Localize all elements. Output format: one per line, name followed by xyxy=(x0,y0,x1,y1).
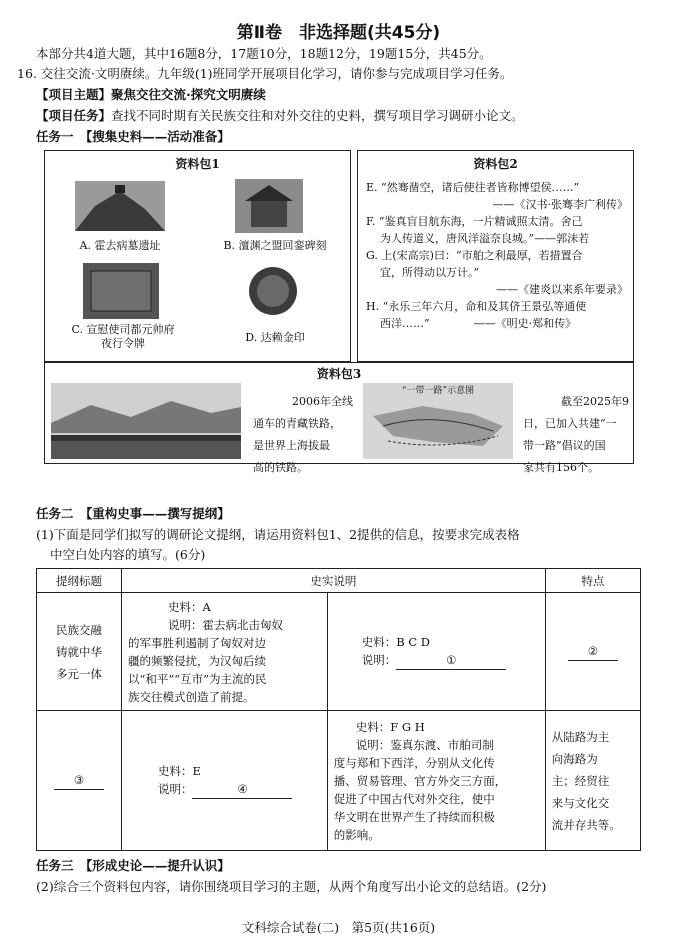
row2-right-material: 史料：F G H xyxy=(355,719,425,734)
row1-title xyxy=(37,593,122,711)
row1-left-desc-5: 族交往模式创造了前提。 xyxy=(127,689,255,704)
project-task xyxy=(36,106,524,124)
row2-right-desc-4: 促进了中国古代对外交往，使中 xyxy=(333,791,495,806)
row1-right-desc xyxy=(334,651,539,670)
tomb-site-photo xyxy=(75,181,165,231)
project-theme xyxy=(36,85,266,103)
page-footer: 文科综合试卷(二) 第5页(共16页) xyxy=(241,920,436,935)
row1-right-desc-label: 说明： xyxy=(361,653,397,667)
token-photo xyxy=(83,263,159,319)
row2-right-facts xyxy=(327,711,545,851)
section-heading: 第Ⅱ卷 非选择题(共45分) xyxy=(236,23,441,43)
world-map-image xyxy=(363,396,513,458)
pkg2-line-g1: G. 上(宋高宗)曰：“市舶之利最厚，若措置合 xyxy=(366,249,583,262)
stele-photo xyxy=(235,179,303,233)
blank-4[interactable]: ④ xyxy=(192,780,292,799)
row1-title-l2: 铸就中华 xyxy=(55,644,102,659)
pkg1-title: 资料包1 xyxy=(175,157,220,171)
q1-line1: (1)下面是同学们拟写的调研论文提纲，请运用资料包1、2提供的信息，按要求完成表格 xyxy=(36,527,520,542)
row2-left-material: 史料：E xyxy=(157,764,201,778)
material-package-3 xyxy=(44,362,634,474)
row1-left-desc-4: 以“和平”“互市”为主流的民 xyxy=(127,671,267,686)
pkg2-line-h1: H. “永乐三年六月，命和及其侪王景弘等通使 xyxy=(366,300,587,313)
blank-2[interactable]: ② xyxy=(568,642,618,661)
material-package-1 xyxy=(44,150,351,362)
brt-line-3: 带一路”倡议的国 xyxy=(523,439,606,452)
row1-right-material: 史料：B C D xyxy=(361,635,431,649)
brt-line-1: 截至2025年9 xyxy=(561,395,629,408)
belt-road-text xyxy=(523,391,629,479)
project-task-label: 【项目任务】 xyxy=(36,108,112,123)
project-theme-label: 【项目主题】 xyxy=(36,87,112,102)
railway-photo xyxy=(51,383,241,459)
row1-left-material: 史料：A xyxy=(167,599,211,614)
row1-left-desc-1: 说明：霍去病北击匈奴 xyxy=(167,617,283,632)
pavilion-image xyxy=(235,179,303,233)
railway-text xyxy=(253,391,353,479)
question-16: 16. 交往交流·文明赓续。九年级(1)班同学开展项目化学习，请你参与完成项目学习任务。 xyxy=(17,66,513,81)
row1-left-facts xyxy=(121,593,327,711)
belt-road-map xyxy=(363,383,513,459)
rail-line-4: 高的铁路。 xyxy=(253,461,308,474)
row2-left-desc xyxy=(128,780,321,799)
project-theme-text: 聚焦交往交流·探究文明赓续 xyxy=(111,87,266,102)
pkg2-text xyxy=(366,179,628,332)
pkg2-line-f2: 为人传道义，唐风洋溢奈良城。”——郭沫若 xyxy=(380,232,590,245)
q2-text: (2)综合三个资料包内容，请你围绕项目学习的主题，从两个角度写出小论文的总结语。(2分) xyxy=(36,879,547,894)
row2-right-desc-6: 的影响。 xyxy=(333,827,380,842)
row2-trait-3: 主；经贸往 xyxy=(551,773,610,788)
table-header-row xyxy=(37,569,641,593)
pkg3-title: 资料包3 xyxy=(316,367,362,381)
outline-table xyxy=(36,568,641,851)
task2-heading: 任务二 【重构史事——撰写提纲】 xyxy=(36,506,230,521)
row2-right-desc-2: 度与郑和下西洋，分别从文化传 xyxy=(333,755,495,770)
token-image xyxy=(83,263,159,319)
project-task-text: 查找不同时期有关民族交往和对外交往的史料，撰写项目学习调研小论文。 xyxy=(111,108,524,123)
row1-title-l1: 民族交融 xyxy=(55,622,102,637)
row2-trait-5: 流并存共等。 xyxy=(551,817,621,832)
pkg2-line-e: E. “然骞凿空，诸后使往者皆称博望侯……” xyxy=(366,181,580,194)
row2-trait xyxy=(545,711,640,851)
row1-right-facts xyxy=(327,593,545,711)
pkg2-line-h2: 西洋……” ——《明史·郑和传》 xyxy=(380,317,577,330)
row2-trait-1: 从陆路为主 xyxy=(551,729,610,744)
map-title: “一带一路”示意图 xyxy=(401,386,475,396)
row1-title-l3: 多元一体 xyxy=(55,666,102,681)
material-package-2 xyxy=(357,150,634,362)
row2-trait-4: 来与文化交 xyxy=(551,795,610,810)
pkg2-source-g: ——《建炎以来系年要录》 xyxy=(496,283,628,296)
pkg2-source-e: ——《汉书·张骞李广利传》 xyxy=(492,198,628,211)
task1-heading: 任务一 【搜集史料——活动准备】 xyxy=(36,129,230,144)
caption-a: A. 霍去病墓遗址 xyxy=(79,239,161,252)
table-row xyxy=(37,711,641,851)
row2-right-desc-5: 华文明在世界产生了持续而积极 xyxy=(333,809,495,824)
row2-right-desc-3: 播、贸易管理、官方外交三方面， xyxy=(333,773,507,788)
row1-left-desc-3: 疆的频繁侵扰，为汉匈后续 xyxy=(127,653,266,668)
header-facts: 史实说明 xyxy=(121,569,545,593)
brt-line-2: 日，已加入共建“一 xyxy=(523,417,617,430)
caption-c-line2: 夜行令牌 xyxy=(101,337,145,350)
brt-line-4: 家共有156个。 xyxy=(523,461,599,474)
row2-left-desc-label: 说明： xyxy=(157,782,193,796)
caption-d: D. 达赖金印 xyxy=(245,331,305,344)
pkg2-line-f1: F. “鉴真盲目航东海，一片精诚照太清。舍己 xyxy=(366,215,583,228)
caption-c xyxy=(53,323,193,351)
row2-trait-2: 向海路为 xyxy=(551,751,598,766)
golden-seal-image xyxy=(247,265,299,317)
row2-right-desc-1: 说明：鉴真东渡、市舶司制 xyxy=(355,737,494,752)
railway-bridge-image xyxy=(51,383,241,459)
table-row xyxy=(37,593,641,711)
task3-heading: 任务三 【形成史论——提升认识】 xyxy=(36,858,230,873)
rail-line-2: 通车的青藏铁路， xyxy=(253,417,341,430)
rail-line-3: 是世界上海拔最 xyxy=(253,439,330,452)
header-traits: 特点 xyxy=(545,569,640,593)
seal-photo xyxy=(247,265,299,317)
rail-line-1: 2006年全线 xyxy=(292,395,353,408)
pkg2-title: 资料包2 xyxy=(473,157,518,171)
row2-title xyxy=(37,711,122,851)
pkg2-line-g2: 宜，所得动以万计。” xyxy=(380,266,480,279)
blank-3[interactable]: ③ xyxy=(54,771,104,790)
row2-left-facts xyxy=(121,711,327,851)
tomb-site-image xyxy=(75,181,165,231)
caption-b: B. 澶渊之盟回銮碑刻 xyxy=(223,239,327,252)
intro-text: 本部分共4道大题，其中16题8分，17题10分，18题12分，19题15分，共45分。 xyxy=(36,46,492,61)
q1-line2: 中空白处内容的填写。(6分) xyxy=(50,547,206,562)
row1-trait xyxy=(545,593,640,711)
caption-c-line1: C. 宣慰使司都元帅府 xyxy=(71,323,175,336)
header-outline-title: 提纲标题 xyxy=(37,569,122,593)
row1-left-desc-2: 的军事胜利遏制了匈奴对边 xyxy=(127,635,266,650)
blank-1[interactable]: ① xyxy=(396,651,506,670)
